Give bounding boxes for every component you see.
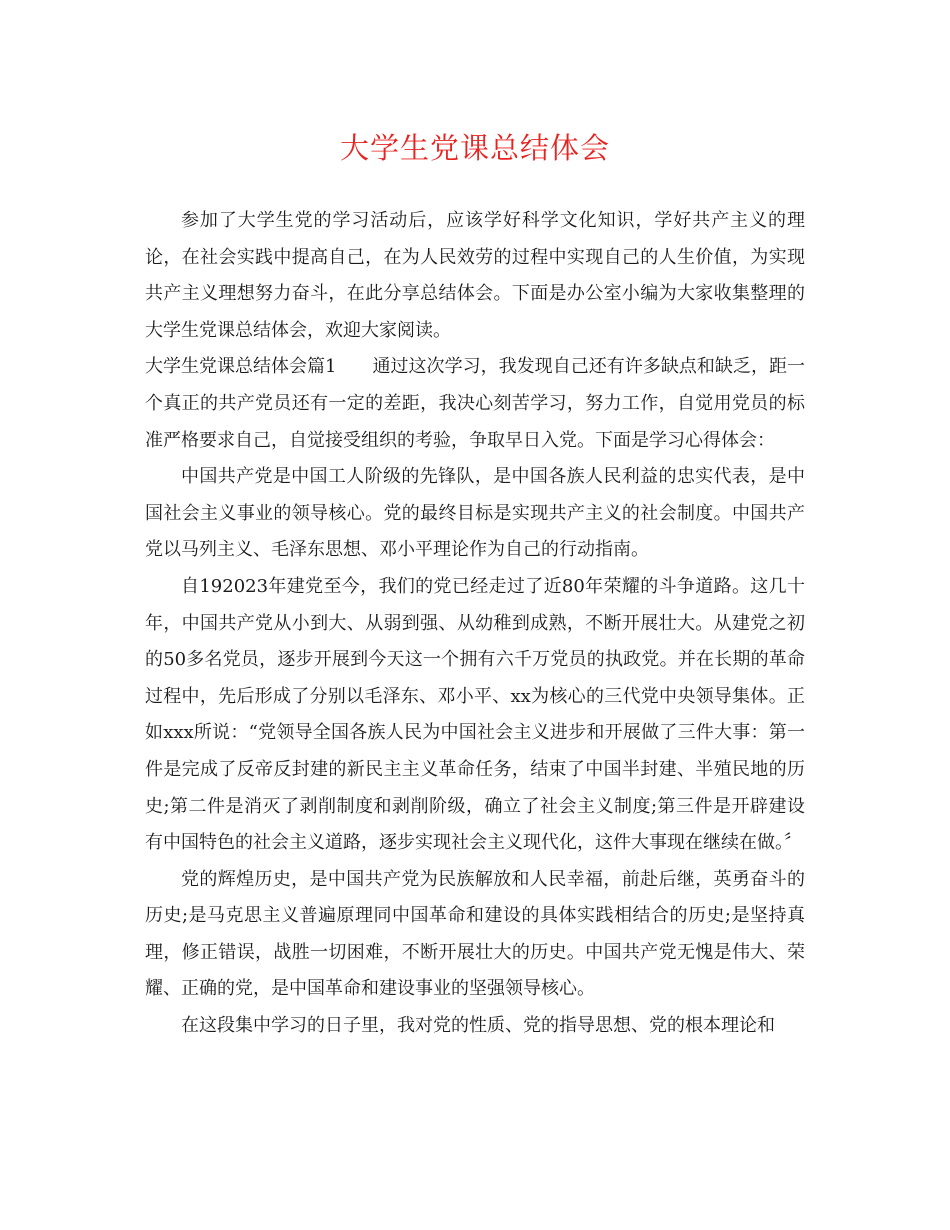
body-paragraph: 中国共产党是中国工人阶级的先锋队，是中国各族人民利益的忠实代表，是中国社会主义事业的领导核心。党的最终目标是实现共产主义的社会制度。中国共产党以马列主义、毛泽东思想、邓小平理论作为自己的行动指南。 — [145, 466, 805, 561]
body-paragraph: 在这段集中学习的日子里，我对党的性质、党的指导思想、党的根本理论和 — [181, 1015, 775, 1037]
document-title: 大学生党课总结体会 — [339, 131, 610, 165]
section-label: 大学生党课总结体会篇1 — [145, 356, 337, 378]
section-paragraph — [145, 349, 805, 459]
body-paragraph: 自192023年建党至今，我们的党已经走过了近80年荣耀的斗争道路。这几十年，中国共产党从小到大、从弱到强、从幼稚到成熟，不断开展壮大。从建党之初的50多名党员，逐步开展到今天这一个拥有六千万党员的执政党。并在长期的革命过程中，先后形成了分别以毛泽东、邓小平、xx为核心的三代党中央领导集体。正如xxx所说：“党领导全国各族人民为中国社会主义进步和开展做了三件大事：第一件是完成了反帝反封建的新民主主义革命任务，结束了中国半封建、半殖民地的历史;第二件是消灭了剥削制度和剥削阶级，确立了社会主义制度;第三件是开辟建设有中国特色的社会主义道路，逐步实现社会主义现代化，这件大事现在继续在做。〞 — [145, 575, 805, 854]
body-paragraph: 党的辉煌历史，是中国共产党为民族解放和人民幸福，前赴后继，英勇奋斗的历史;是马克思主义普遍原理同中国革命和建设的具体实践相结合的历史;是坚持真理，修正错误，战胜一切困难，不断开展壮大的历史。中国共产党无愧是伟大、荣耀、正确的党，是中国革命和建设事业的坚强领导核心。 — [145, 868, 805, 1000]
intro-paragraph: 参加了大学生党的学习活动后，应该学好科学文化知识，学好共产主义的理论，在社会实践中提高自己，在为人民效劳的过程中实现自己的人生价值，为实现共产主义理想努力奋斗，在此分享总结体会。下面是办公室小编为大家收集整理的大学生党课总结体会，欢迎大家阅读。 — [145, 210, 805, 341]
document-body — [145, 203, 805, 1045]
section-first-text: 通过这次学习，我发现自己还有许多缺点和缺乏，距一个真正的共产党员还有一定的差距，我决心刻苦学习，努力工作，自觉用党员的标准严格要求自己，自觉接受组织的考验，争取早日入党。下面是学习心得体会： — [145, 356, 805, 451]
